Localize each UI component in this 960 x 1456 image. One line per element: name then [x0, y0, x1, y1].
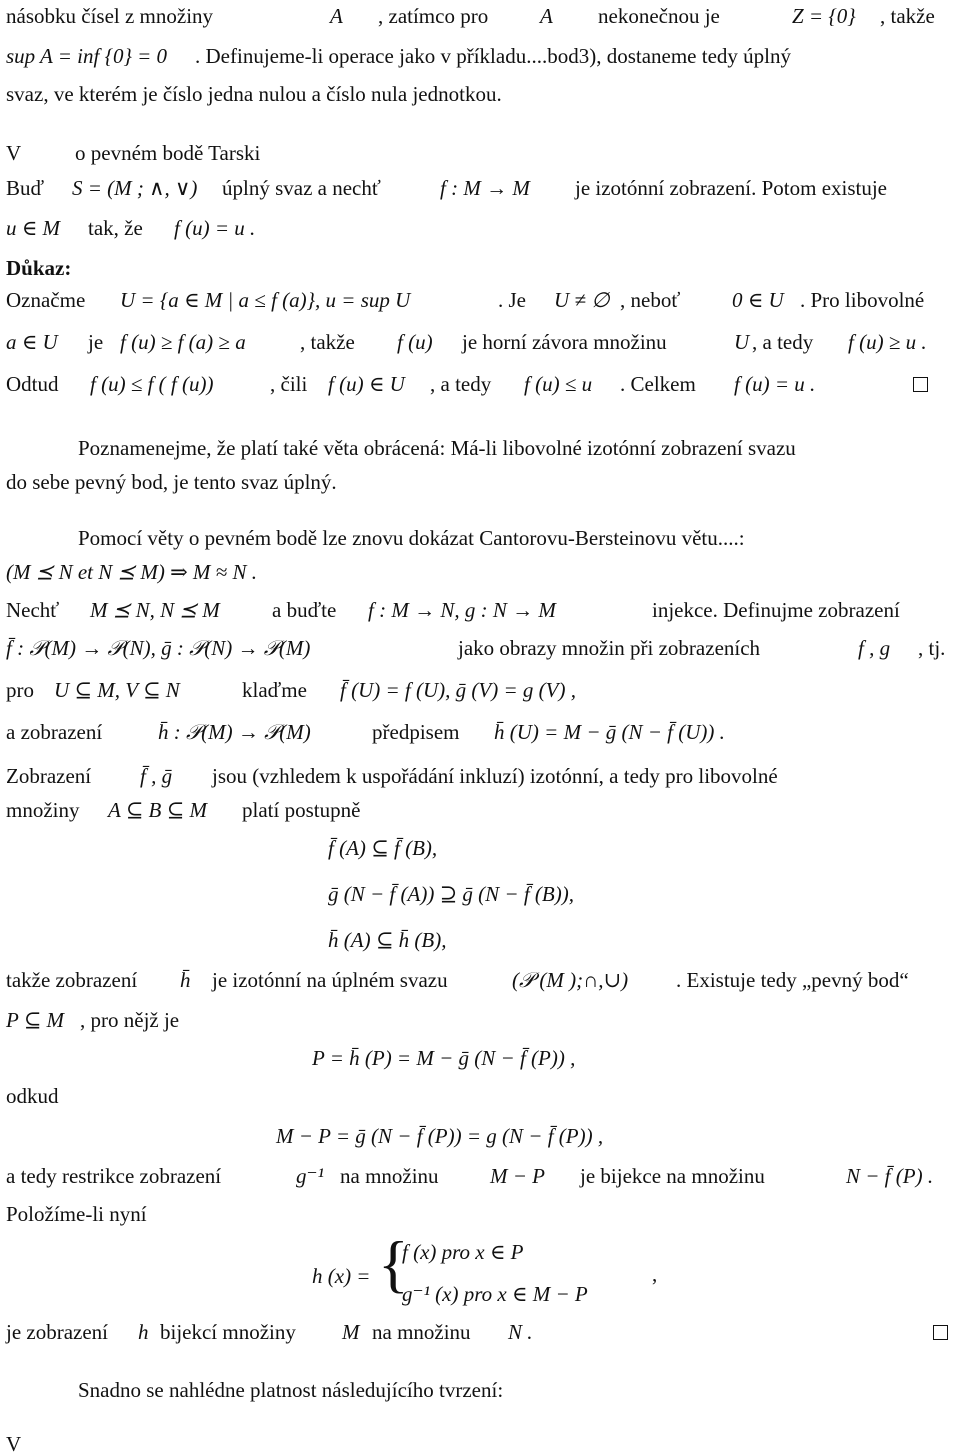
text-line: , takže	[880, 4, 935, 28]
math-expression: 0 ∈ U	[732, 288, 784, 312]
math-expression: a ∈ U	[6, 330, 58, 354]
math-expression: f (u) ≤ f ( f (u))	[90, 372, 214, 396]
math-expression: f (u) = u .	[734, 372, 816, 396]
math-expression: (𝒫 (M );∩,∪)	[512, 968, 629, 992]
math-expression: U ⊆ M, V ⊆ N	[54, 678, 180, 702]
text-line: Poznamenejme, že platí také věta obrácená: Má-li libovolné izotónní zobrazení svazu	[78, 436, 796, 460]
math-expression: f̄ (U) = f (U), ḡ (V) = g (V) ,	[340, 678, 576, 702]
math-expression: (M ⪯ N et N ⪯ M) ⇒ M ≈ N .	[6, 560, 257, 584]
display-equation: h̄ (A) ⊆ h̄ (B),	[328, 928, 447, 952]
text-line: . Definujeme-li operace jako v příkladu....bod3), dostaneme tedy úplný	[195, 44, 791, 68]
text-line: násobku čísel z množiny	[6, 4, 214, 28]
text-line: , čili	[270, 372, 308, 396]
text-line: Buď	[6, 176, 45, 200]
math-expression: U ≠ ∅	[554, 288, 610, 312]
proof-heading: Důkaz:	[6, 256, 72, 280]
math-symbol: U	[734, 330, 750, 354]
text-line: platí postupně	[242, 798, 361, 822]
theorem-marker: V	[6, 141, 22, 165]
text-line: a buďte	[272, 598, 337, 622]
text-line: . Pro libovolné	[800, 288, 925, 312]
math-expression: sup A = inf {0} = 0	[6, 44, 168, 68]
piecewise-lhs: h (x) =	[312, 1264, 371, 1288]
text-line: Nechť	[6, 598, 60, 622]
text-line: je zobrazení	[6, 1320, 109, 1344]
display-equation: M − P = ḡ (N − f̄ (P)) = g (N − f̄ (P)) ,	[276, 1124, 604, 1148]
math-expression: A ⊆ B ⊆ M	[108, 798, 207, 822]
math-expression: f (u) ≥ f (a) ≥ a	[120, 330, 246, 354]
text-line: do sebe pevný bod, je tento svaz úplný.	[6, 470, 337, 494]
text-line: klaďme	[242, 678, 307, 702]
math-expression: h̄ (U) = M − ḡ (N − f̄ (U)) .	[494, 720, 725, 744]
text-line: Označme	[6, 288, 86, 312]
piecewise-case: f (x) pro x ∈ P	[402, 1240, 524, 1264]
text-line: jsou (vzhledem k uspořádání inkluzí) izotónní, a tedy pro libovolné	[212, 764, 778, 788]
text-line: Zobrazení	[6, 764, 92, 788]
theorem-title: o pevném bodě Tarski	[75, 141, 261, 165]
text-line: , a tedy	[430, 372, 492, 396]
math-symbol: h	[138, 1320, 149, 1344]
text-line: předpisem	[372, 720, 460, 744]
text-line: injekce. Definujme zobrazení	[652, 598, 900, 622]
piecewise-case: g⁻¹ (x) pro x ∈ M − P	[402, 1282, 588, 1306]
text-line: , tj.	[918, 636, 946, 660]
math-expression: f̄ : 𝒫(M) → 𝒫(N), ḡ : 𝒫(N) → 𝒫(M)	[6, 636, 311, 660]
math-expression: f (u) ≥ u .	[848, 330, 927, 354]
text-line: , a tedy	[752, 330, 814, 354]
math-expression: f : M → N, g : N → M	[368, 598, 556, 622]
math-expression: N − f̄ (P) .	[846, 1164, 934, 1188]
math-symbol: A	[540, 4, 553, 28]
math-expression: g⁻¹	[296, 1164, 324, 1188]
math-expression: f (u) = u .	[174, 216, 256, 240]
text-line: svaz, ve kterém je číslo jedna nulou a číslo nula jednotkou.	[6, 82, 502, 106]
display-equation: P = h̄ (P) = M − ḡ (N − f̄ (P)) ,	[312, 1046, 576, 1070]
text-line: a tedy restrikce zobrazení	[6, 1164, 222, 1188]
math-expression: f , g	[858, 636, 891, 660]
text-line: . Celkem	[620, 372, 696, 396]
text-line: pro	[6, 678, 34, 702]
text-line: bijekcí množiny	[160, 1320, 296, 1344]
math-expression: U = {a ∈ M | a ≤ f (a)}, u = sup U	[120, 288, 411, 312]
text-line: , takže	[300, 330, 355, 354]
math-expression: f (u) ≤ u	[524, 372, 593, 396]
text-line: je	[88, 330, 104, 354]
text-line: odkud	[6, 1084, 59, 1108]
math-symbol: h̄	[180, 968, 191, 992]
text-line: , pro nějž je	[80, 1008, 180, 1032]
text-line: je bijekce na množinu	[580, 1164, 765, 1188]
math-expression: P ⊆ M	[6, 1008, 65, 1032]
text-line: nekonečnou je	[598, 4, 720, 28]
piecewise-comma: ,	[652, 1262, 658, 1286]
text-line: , zatímco pro	[378, 4, 489, 28]
text-line: je izotónní zobrazení. Potom existuje	[575, 176, 888, 200]
math-expression: h̄ : 𝒫(M) → 𝒫(M)	[158, 720, 311, 744]
text-line: na množinu	[372, 1320, 471, 1344]
theorem-marker: V	[6, 1432, 22, 1456]
math-expression: M ⪯ N, N ⪯ M	[90, 598, 220, 622]
text-line: tak, že	[88, 216, 143, 240]
text-line: Odtud	[6, 372, 59, 396]
text-line: Snadno se nahlédne platnost následujícího tvrzení:	[78, 1378, 504, 1402]
math-expression: f̄ , ḡ	[140, 764, 173, 788]
math-expression: M − P	[490, 1164, 545, 1188]
math-expression: f (u)	[397, 330, 433, 354]
math-expression: f : M → M	[440, 176, 530, 200]
text-line: . Existuje tedy „pevný bod“	[676, 968, 909, 992]
text-line: množiny	[6, 798, 80, 822]
qed-box	[933, 1325, 948, 1340]
qed-box	[913, 377, 928, 392]
text-line: a zobrazení	[6, 720, 103, 744]
text-line: je horní závora množinu	[462, 330, 667, 354]
math-symbol: A	[330, 4, 343, 28]
display-equation: f̄ (A) ⊆ f̄ (B),	[328, 836, 438, 860]
display-equation: ḡ (N − f̄ (A)) ⊇ ḡ (N − f̄ (B)),	[328, 882, 574, 906]
text-line: takže zobrazení	[6, 968, 138, 992]
math-expression: f (u) ∈ U	[328, 372, 405, 396]
math-symbol: M	[342, 1320, 360, 1344]
text-line: . Je	[498, 288, 526, 312]
text-line: Pomocí věty o pevném bodě lze znovu dokázat Cantorovu-Bersteinovu větu....:	[78, 526, 745, 550]
text-line: jako obrazy množin při zobrazeních	[458, 636, 761, 660]
text-line: je izotónní na úplném svazu	[212, 968, 448, 992]
text-line: Položíme-li nyní	[6, 1202, 147, 1226]
math-expression: S = (M ; ∧, ∨)	[72, 176, 198, 200]
left-brace: {	[378, 1228, 409, 1299]
text-line: , neboť	[620, 288, 681, 312]
math-expression: N .	[508, 1320, 533, 1344]
math-expression: u ∈ M	[6, 216, 61, 240]
math-expression: Z = {0}	[792, 4, 856, 28]
text-line: na množinu	[340, 1164, 439, 1188]
text-line: úplný svaz a nechť	[222, 176, 381, 200]
